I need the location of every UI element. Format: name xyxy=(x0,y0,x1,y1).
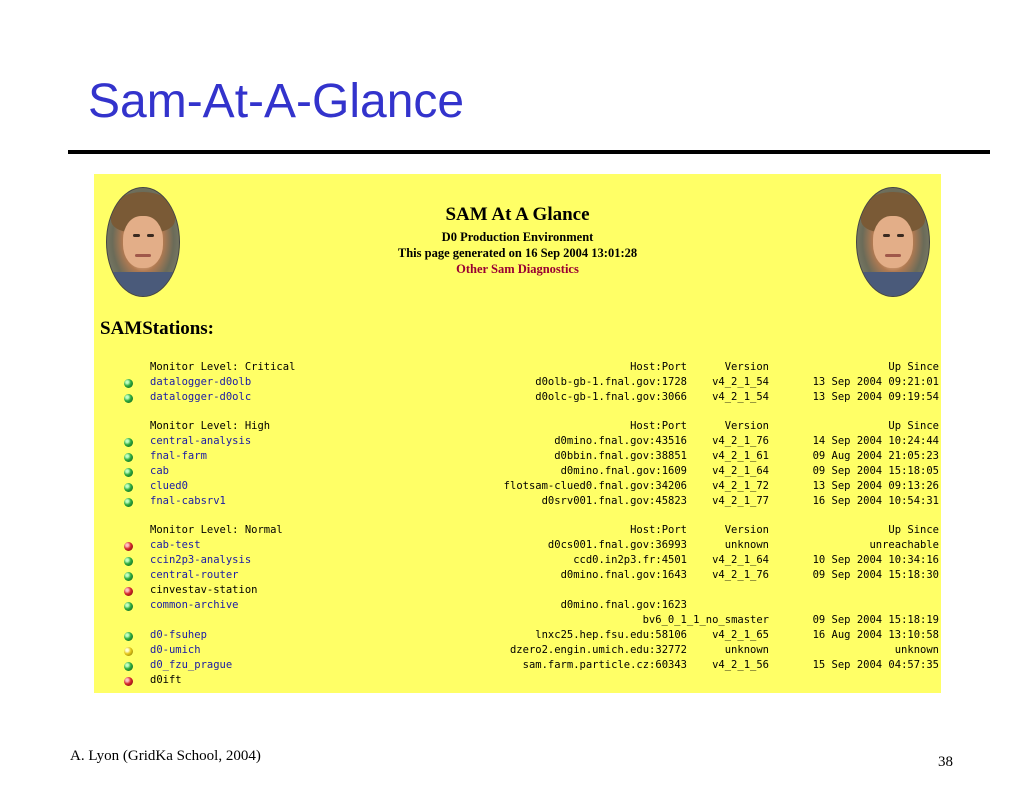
station-up-since: 13 Sep 2004 09:19:54 xyxy=(812,391,939,403)
green-status-icon xyxy=(124,602,133,611)
up-since-header: Up Since xyxy=(888,524,939,536)
station-up-since: 15 Sep 2004 04:57:35 xyxy=(812,659,939,671)
station-host-port: d0mino.fnal.gov:1609 xyxy=(560,465,687,477)
red-status-icon xyxy=(124,542,133,551)
monitor-level-header xyxy=(94,524,941,539)
station-host-port: d0cs001.fnal.gov:36993 xyxy=(547,539,687,551)
station-version: v4_2_1_76 xyxy=(712,569,769,581)
page-number: 38 xyxy=(938,754,953,770)
station-up-since: 16 Aug 2004 13:10:58 xyxy=(812,629,939,641)
station-version: v4_2_1_72 xyxy=(712,480,769,492)
stations-table xyxy=(94,361,941,689)
station-host-port: lnxc25.hep.fsu.edu:58106 xyxy=(535,629,687,641)
station-name[interactable]: cab xyxy=(150,465,169,477)
station-host-port: d0bbin.fnal.gov:38851 xyxy=(554,450,687,462)
up-since-header: Up Since xyxy=(888,361,939,373)
station-row xyxy=(94,376,941,391)
section-spacer xyxy=(94,406,941,420)
station-row xyxy=(94,599,941,614)
station-row xyxy=(94,495,941,510)
station-version: unknown xyxy=(724,539,769,551)
station-row xyxy=(94,450,941,465)
stations-heading: SAMStations: xyxy=(100,318,215,339)
station-name[interactable]: d0-fsuhep xyxy=(150,629,207,641)
station-host-port: d0mino.fnal.gov:1643 xyxy=(560,569,687,581)
station-name[interactable]: central-router xyxy=(150,569,239,581)
station-row xyxy=(94,391,941,406)
station-row xyxy=(94,569,941,584)
green-status-icon xyxy=(124,438,133,447)
station-up-since: 09 Aug 2004 21:05:23 xyxy=(812,450,939,462)
green-status-icon xyxy=(124,557,133,566)
station-version: v4_2_1_64 xyxy=(712,554,769,566)
station-version: v4_2_1_54 xyxy=(712,376,769,388)
green-status-icon xyxy=(124,632,133,641)
red-status-icon xyxy=(124,677,133,686)
section-spacer xyxy=(94,510,941,524)
environment-label: D0 Production Environment xyxy=(441,230,594,244)
station-name[interactable]: d0_fzu_prague xyxy=(150,659,233,671)
station-version: v4_2_1_77 xyxy=(712,495,769,507)
host-port-header: Host:Port xyxy=(630,361,687,373)
monitor-level-header xyxy=(94,361,941,376)
station-host-port: d0olc-gb-1.fnal.gov:3066 xyxy=(535,391,687,403)
station-row xyxy=(94,614,941,629)
green-status-icon xyxy=(124,394,133,403)
station-host-port: d0olb-gb-1.fnal.gov:1728 xyxy=(535,376,687,388)
station-row xyxy=(94,435,941,450)
station-up-since: 14 Sep 2004 10:24:44 xyxy=(812,435,939,447)
station-host-port: d0srv001.fnal.gov:45823 xyxy=(541,495,687,507)
yellow-status-icon xyxy=(124,647,133,656)
station-name[interactable]: fnal-farm xyxy=(150,450,207,462)
station-up-since: 13 Sep 2004 09:13:26 xyxy=(812,480,939,492)
station-row xyxy=(94,644,941,659)
up-since-header: Up Since xyxy=(888,420,939,432)
station-version: v4_2_1_65 xyxy=(712,629,769,641)
station-up-since: 13 Sep 2004 09:21:01 xyxy=(812,376,939,388)
monitor-level-label: Monitor Level: Normal xyxy=(150,524,283,536)
footer-author: A. Lyon (GridKa School, 2004) xyxy=(70,748,261,764)
station-row xyxy=(94,480,941,495)
version-header: Version xyxy=(724,361,769,373)
station-up-since: unreachable xyxy=(869,539,939,551)
station-name[interactable]: clued0 xyxy=(150,480,188,492)
station-version: unknown xyxy=(724,644,769,656)
station-up-since: 09 Sep 2004 15:18:05 xyxy=(812,465,939,477)
station-row xyxy=(94,629,941,644)
station-row xyxy=(94,554,941,569)
monitor-level-label: Monitor Level: High xyxy=(150,420,271,432)
station-name: cinvestav-station xyxy=(150,584,258,596)
green-status-icon xyxy=(124,498,133,507)
station-name[interactable]: central-analysis xyxy=(150,435,252,447)
green-status-icon xyxy=(124,468,133,477)
station-host-port: sam.farm.particle.cz:60343 xyxy=(522,659,687,671)
station-version: v4_2_1_76 xyxy=(712,435,769,447)
station-row xyxy=(94,539,941,554)
station-host-port: d0mino.fnal.gov:43516 xyxy=(554,435,687,447)
station-up-since: 10 Sep 2004 10:34:16 xyxy=(812,554,939,566)
green-status-icon xyxy=(124,572,133,581)
station-row xyxy=(94,465,941,480)
station-row xyxy=(94,674,941,689)
version-header: Version xyxy=(724,420,769,432)
station-name[interactable]: cab-test xyxy=(150,539,201,551)
station-name[interactable]: datalogger-d0olc xyxy=(150,391,252,403)
station-row xyxy=(94,659,941,674)
station-up-since: 09 Sep 2004 15:18:19 xyxy=(812,614,939,626)
sam-screenshot xyxy=(94,174,941,693)
host-port-header: Host:Port xyxy=(630,524,687,536)
green-status-icon xyxy=(124,483,133,492)
green-status-icon xyxy=(124,662,133,671)
station-name[interactable]: ccin2p3-analysis xyxy=(150,554,252,566)
station-up-since: 16 Sep 2004 10:54:31 xyxy=(812,495,939,507)
title-divider xyxy=(68,150,990,154)
station-host-port: d0mino.fnal.gov:1623 xyxy=(560,599,687,611)
slide-title: Sam-At-A-Glance xyxy=(88,75,465,128)
station-name: d0ift xyxy=(150,674,182,686)
station-name[interactable]: fnal-cabsrv1 xyxy=(150,495,226,507)
page-title: SAM At A Glance xyxy=(445,204,590,225)
station-host-port: ccd0.in2p3.fr:4501 xyxy=(573,554,687,566)
station-host-port: dzero2.engin.umich.edu:32772 xyxy=(509,644,687,656)
other-diagnostics-link[interactable]: Other Sam Diagnostics xyxy=(456,262,579,276)
monitor-level-label: Monitor Level: Critical xyxy=(150,361,296,373)
station-up-since: 09 Sep 2004 15:18:30 xyxy=(812,569,939,581)
version-header: Version xyxy=(724,524,769,536)
green-status-icon xyxy=(124,453,133,462)
station-version: bv6_0_1_1_no_smaster xyxy=(642,614,769,626)
station-name[interactable]: d0-umich xyxy=(150,644,201,656)
station-version: v4_2_1_61 xyxy=(712,450,769,462)
green-status-icon xyxy=(124,379,133,388)
station-name[interactable]: datalogger-d0olb xyxy=(150,376,252,388)
generated-timestamp: This page generated on 16 Sep 2004 13:01:28 xyxy=(397,246,638,260)
station-up-since: unknown xyxy=(894,644,939,656)
station-version: v4_2_1_54 xyxy=(712,391,769,403)
station-row xyxy=(94,584,941,599)
station-version: v4_2_1_64 xyxy=(712,465,769,477)
station-host-port: flotsam-clued0.fnal.gov:34206 xyxy=(503,480,687,492)
host-port-header: Host:Port xyxy=(630,420,687,432)
station-name[interactable]: common-archive xyxy=(150,599,239,611)
station-version: v4_2_1_56 xyxy=(712,659,769,671)
monitor-level-header xyxy=(94,420,941,435)
red-status-icon xyxy=(124,587,133,596)
